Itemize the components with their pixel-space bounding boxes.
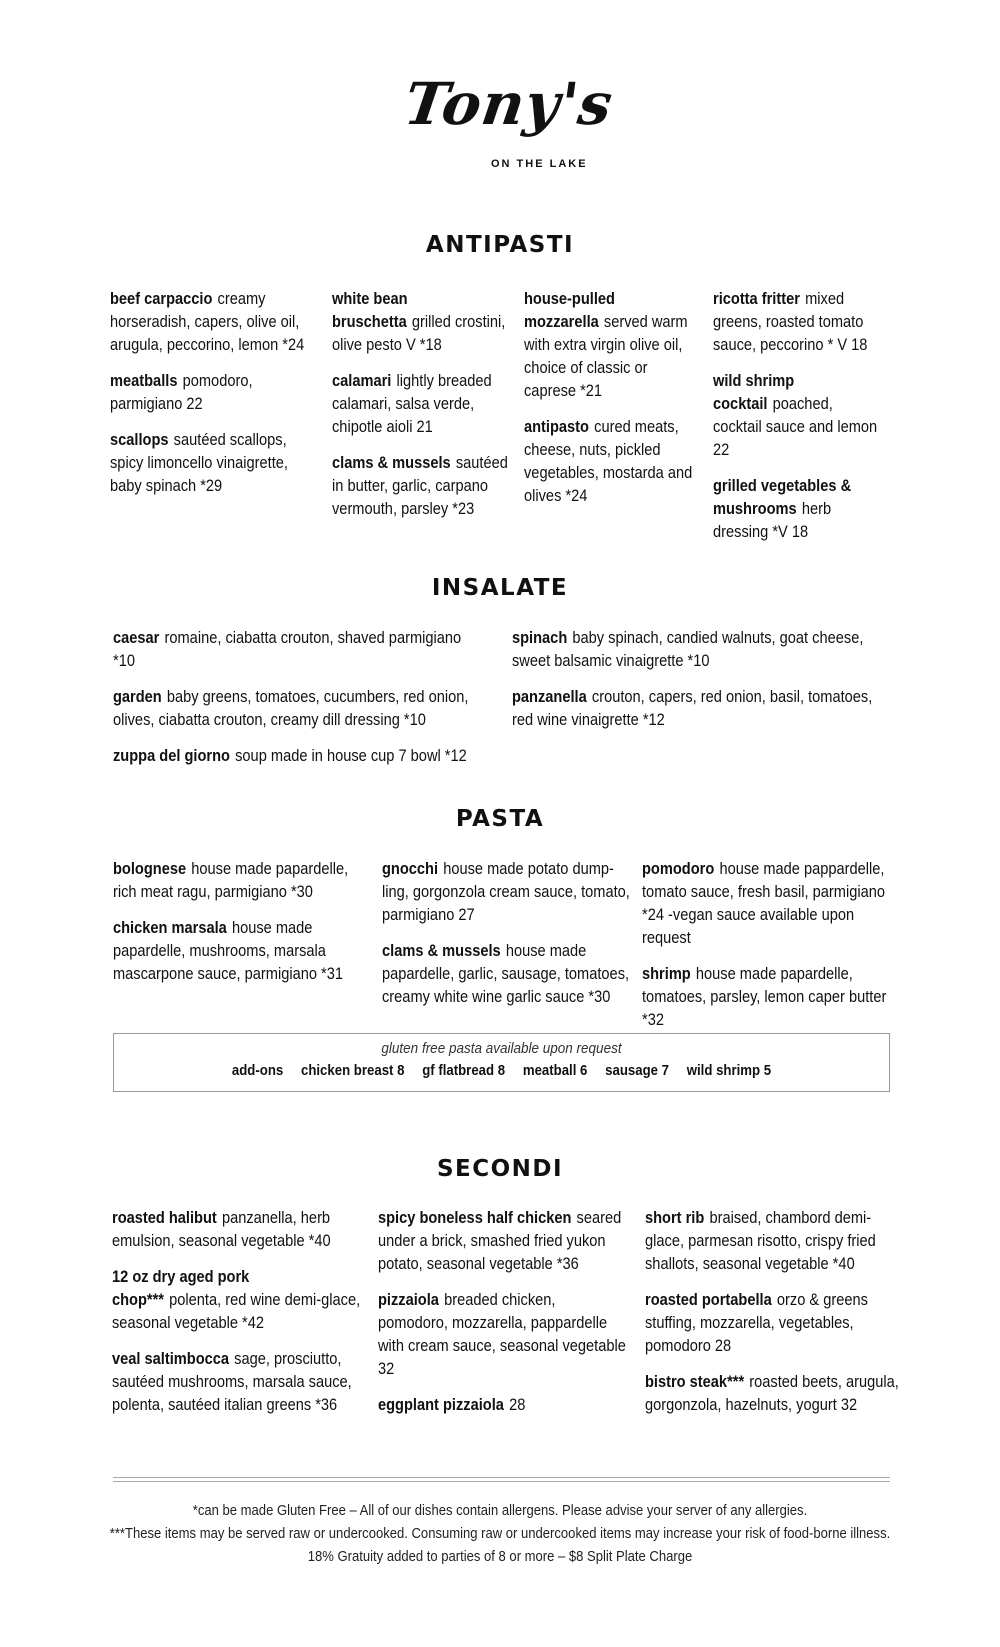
addon-item: meatball 6 bbox=[522, 1062, 588, 1079]
menu-item-name: short rib bbox=[645, 1208, 705, 1227]
pasta-column-2 bbox=[382, 857, 632, 1021]
menu-item-description: house made potato dump-ling, gorgonzola cream sauce, tomato, parmigiano 27 bbox=[382, 859, 630, 924]
menu-item-description: lightly breaded calamari, salsa verde, chipotle aioli 21 bbox=[332, 371, 492, 436]
menu-item-description: cured meats, cheese, nuts, pickled vegetables, mostarda and olives *24 bbox=[524, 417, 693, 505]
menu-item-description: baby spinach, candied walnuts, goat cheese, sweet balsamic vinaigrette *10 bbox=[512, 628, 864, 670]
menu-item-description: pomodoro, parmigiano 22 bbox=[110, 371, 253, 413]
menu-item bbox=[645, 1288, 906, 1357]
menu-item-name: garden bbox=[113, 687, 162, 706]
section-title-pasta: PASTA bbox=[455, 806, 545, 832]
logo-subtitle: ON THE LAKE bbox=[491, 158, 588, 170]
menu-item-name: white bean bruschetta bbox=[332, 289, 408, 331]
addons-row bbox=[161, 1062, 843, 1079]
menu-item-description: grilled crostini, olive pesto V *18 bbox=[332, 312, 506, 354]
menu-item-name: pizzaiola bbox=[378, 1290, 439, 1309]
menu-item-description: poached, cocktail sauce and lemon 22 bbox=[713, 394, 878, 459]
menu-item-name: bolognese bbox=[113, 859, 187, 878]
menu-item-name: pomodoro bbox=[642, 859, 715, 878]
menu-item-description: panzanella, herb emulsion, seasonal vegetable *40 bbox=[112, 1208, 331, 1250]
menu-item-description: herb dressing *V 18 bbox=[713, 499, 832, 541]
menu-item-description: crouton, capers, red onion, basil, tomatoes, red wine vinaigrette *12 bbox=[512, 687, 873, 729]
raw-food-warning: ***These items may be served raw or undercooked. Consuming raw or undercooked items may increase your risk of food-borne illness. bbox=[109, 1526, 891, 1542]
menu-item bbox=[113, 685, 484, 731]
menu-item-description: sage, prosciutto, sautéed mushrooms, marsala sauce, polenta, sautéed italian greens *36 bbox=[112, 1349, 352, 1414]
menu-item-name: meatballs bbox=[110, 371, 178, 390]
menu-item bbox=[113, 744, 484, 767]
menu-item bbox=[642, 962, 903, 1031]
antipasti-column-1 bbox=[110, 287, 308, 510]
gratuity-note: 18% Gratuity added to parties of 8 or more – $8 Split Plate Charge bbox=[307, 1549, 693, 1565]
addon-item: sausage 7 bbox=[605, 1062, 669, 1079]
menu-item bbox=[113, 626, 484, 672]
menu-item-name: roasted portabella bbox=[645, 1290, 772, 1309]
restaurant-logo bbox=[400, 70, 618, 180]
menu-item-name: caesar bbox=[113, 628, 160, 647]
menu-item-description: roasted beets, arugula, gorgonzola, hazelnuts, yogurt 32 bbox=[645, 1372, 899, 1414]
insalate-column-1 bbox=[113, 626, 485, 780]
addon-item: chicken breast 8 bbox=[300, 1062, 405, 1079]
menu-item bbox=[713, 474, 881, 543]
addons-box bbox=[113, 1033, 890, 1092]
menu-item bbox=[332, 287, 510, 356]
menu-item-name: veal saltimbocca bbox=[112, 1349, 230, 1368]
menu-item bbox=[645, 1370, 906, 1416]
antipasti-column-2 bbox=[332, 287, 510, 533]
menu-item-description: house made pappardelle, tomato sauce, fresh basil, parmigiano *24 -vegan sauce available upon request bbox=[642, 859, 885, 947]
menu-item-name: gnocchi bbox=[382, 859, 439, 878]
menu-item bbox=[113, 916, 362, 985]
menu-item bbox=[378, 1393, 627, 1416]
section-title-insalate: INSALATE bbox=[431, 575, 569, 601]
insalate-column-2 bbox=[512, 626, 882, 744]
menu-item bbox=[112, 1265, 361, 1334]
menu-item-name: scallops bbox=[110, 430, 169, 449]
menu-item-description: house made papardelle, rich meat ragu, parmigiano *30 bbox=[113, 859, 349, 901]
antipasti-column-3 bbox=[524, 287, 694, 520]
menu-item-name: eggplant pizzaiola bbox=[378, 1395, 504, 1414]
menu-item-name: clams & mussels bbox=[382, 941, 501, 960]
menu-item bbox=[110, 287, 308, 356]
menu-item-name: zuppa del giorno bbox=[113, 746, 230, 765]
menu-item-name: 12 oz dry aged pork chop*** bbox=[112, 1267, 250, 1309]
menu-item-name: calamari bbox=[332, 371, 392, 390]
menu-item-name: antipasto bbox=[524, 417, 589, 436]
menu-item-description: sautéed scallops, spicy limoncello vinaigrette, baby spinach *29 bbox=[110, 430, 288, 495]
footer-divider bbox=[113, 1477, 890, 1478]
menu-item-description: creamy horseradish, capers, olive oil, arugula, peccorino, lemon *24 bbox=[110, 289, 305, 354]
menu-item-name: chicken marsala bbox=[113, 918, 227, 937]
menu-item-description: baby greens, tomatoes, cucumbers, red onion, olives, ciabatta crouton, creamy dill dressing *10 bbox=[113, 687, 469, 729]
pasta-column-3 bbox=[642, 857, 904, 1044]
menu-item-name: house-pulled mozzarella bbox=[524, 289, 615, 331]
menu-item-description: romaine, ciabatta crouton, shaved parmigiano *10 bbox=[113, 628, 462, 670]
allergen-note: *can be made Gluten Free – All of our dishes contain allergens. Please advise your server of any allergies. bbox=[192, 1503, 808, 1519]
menu-item-description: house made papardelle, garlic, sausage, tomatoes, creamy white wine garlic sauce *30 bbox=[382, 941, 630, 1006]
menu-item-description: served warm with extra virgin olive oil, choice of classic or caprese *21 bbox=[524, 312, 688, 400]
antipasti-column-4 bbox=[713, 287, 881, 556]
menu-item-name: beef carpaccio bbox=[110, 289, 213, 308]
footer-divider bbox=[113, 1481, 890, 1482]
menu-item-description: braised, chambord demi-glace, parmesan risotto, crispy fried shallots, seasonal vegetable *40 bbox=[645, 1208, 876, 1273]
menu-item bbox=[332, 369, 510, 438]
menu-item bbox=[378, 1206, 627, 1275]
logo-script: Tony's bbox=[400, 70, 618, 138]
pasta-column-1 bbox=[113, 857, 363, 998]
menu-item-name: ricotta fritter bbox=[713, 289, 800, 308]
menu-item-name: spicy boneless half chicken bbox=[378, 1208, 572, 1227]
menu-item bbox=[512, 685, 881, 731]
secondi-column-1 bbox=[112, 1206, 362, 1429]
menu-item bbox=[524, 415, 694, 507]
menu-item-description: sautéed in butter, garlic, carpano vermouth, parsley *23 bbox=[332, 453, 508, 518]
menu-item-name: bistro steak*** bbox=[645, 1372, 745, 1391]
menu-item-description: house made papardelle, mushrooms, marsala mascarpone sauce, parmigiano *31 bbox=[113, 918, 343, 983]
menu-item bbox=[112, 1206, 361, 1252]
addon-item: gf flatbread 8 bbox=[422, 1062, 506, 1079]
menu-item bbox=[378, 1288, 627, 1380]
menu-item-name: spinach bbox=[512, 628, 568, 647]
menu-item bbox=[713, 287, 881, 356]
menu-item-name: wild shrimp cocktail bbox=[713, 371, 795, 413]
menu-item bbox=[713, 369, 881, 461]
menu-item-description: polenta, red wine demi-glace, seasonal vegetable *42 bbox=[112, 1290, 361, 1332]
menu-item-description: mixed greens, roasted tomato sauce, peccorino * V 18 bbox=[713, 289, 868, 354]
menu-item-description: orzo & greens stuffing, mozzarella, vegetables, pomodoro 28 bbox=[645, 1290, 868, 1355]
menu-item bbox=[110, 369, 308, 415]
secondi-column-2 bbox=[378, 1206, 628, 1429]
menu-item bbox=[524, 287, 694, 402]
secondi-column-3 bbox=[645, 1206, 907, 1429]
menu-item-name: panzanella bbox=[512, 687, 587, 706]
menu-item-name: roasted halibut bbox=[112, 1208, 217, 1227]
menu-item-description: house made papardelle, tomatoes, parsley, lemon caper butter *32 bbox=[642, 964, 887, 1029]
menu-item bbox=[645, 1206, 906, 1275]
addons-label: add-ons bbox=[231, 1062, 284, 1079]
gluten-free-note: gluten free pasta available upon request bbox=[381, 1040, 622, 1057]
menu-item bbox=[642, 857, 903, 949]
menu-item bbox=[512, 626, 881, 672]
menu-item-name: grilled vegetables & mushrooms bbox=[713, 476, 852, 518]
menu-item bbox=[382, 857, 631, 926]
menu-item-description: seared under a brick, smashed fried yukon potato, seasonal vegetable *36 bbox=[378, 1208, 622, 1273]
menu-item-description: breaded chicken, pomodoro, mozzarella, pappardelle with cream sauce, seasonal vegetable 32 bbox=[378, 1290, 626, 1378]
menu-item bbox=[113, 857, 362, 903]
menu-item bbox=[332, 451, 510, 520]
menu-item bbox=[112, 1347, 361, 1416]
section-title-secondi: SECONDI bbox=[436, 1156, 564, 1182]
section-title-antipasti: ANTIPASTI bbox=[425, 232, 575, 258]
menu-item bbox=[382, 939, 631, 1008]
menu-item-description: soup made in house cup 7 bowl *12 bbox=[235, 746, 467, 765]
menu-item-name: shrimp bbox=[642, 964, 691, 983]
menu-item-name: clams & mussels bbox=[332, 453, 451, 472]
menu-item-description: 28 bbox=[509, 1395, 526, 1414]
addon-item: wild shrimp 5 bbox=[686, 1062, 772, 1079]
menu-item bbox=[110, 428, 308, 497]
